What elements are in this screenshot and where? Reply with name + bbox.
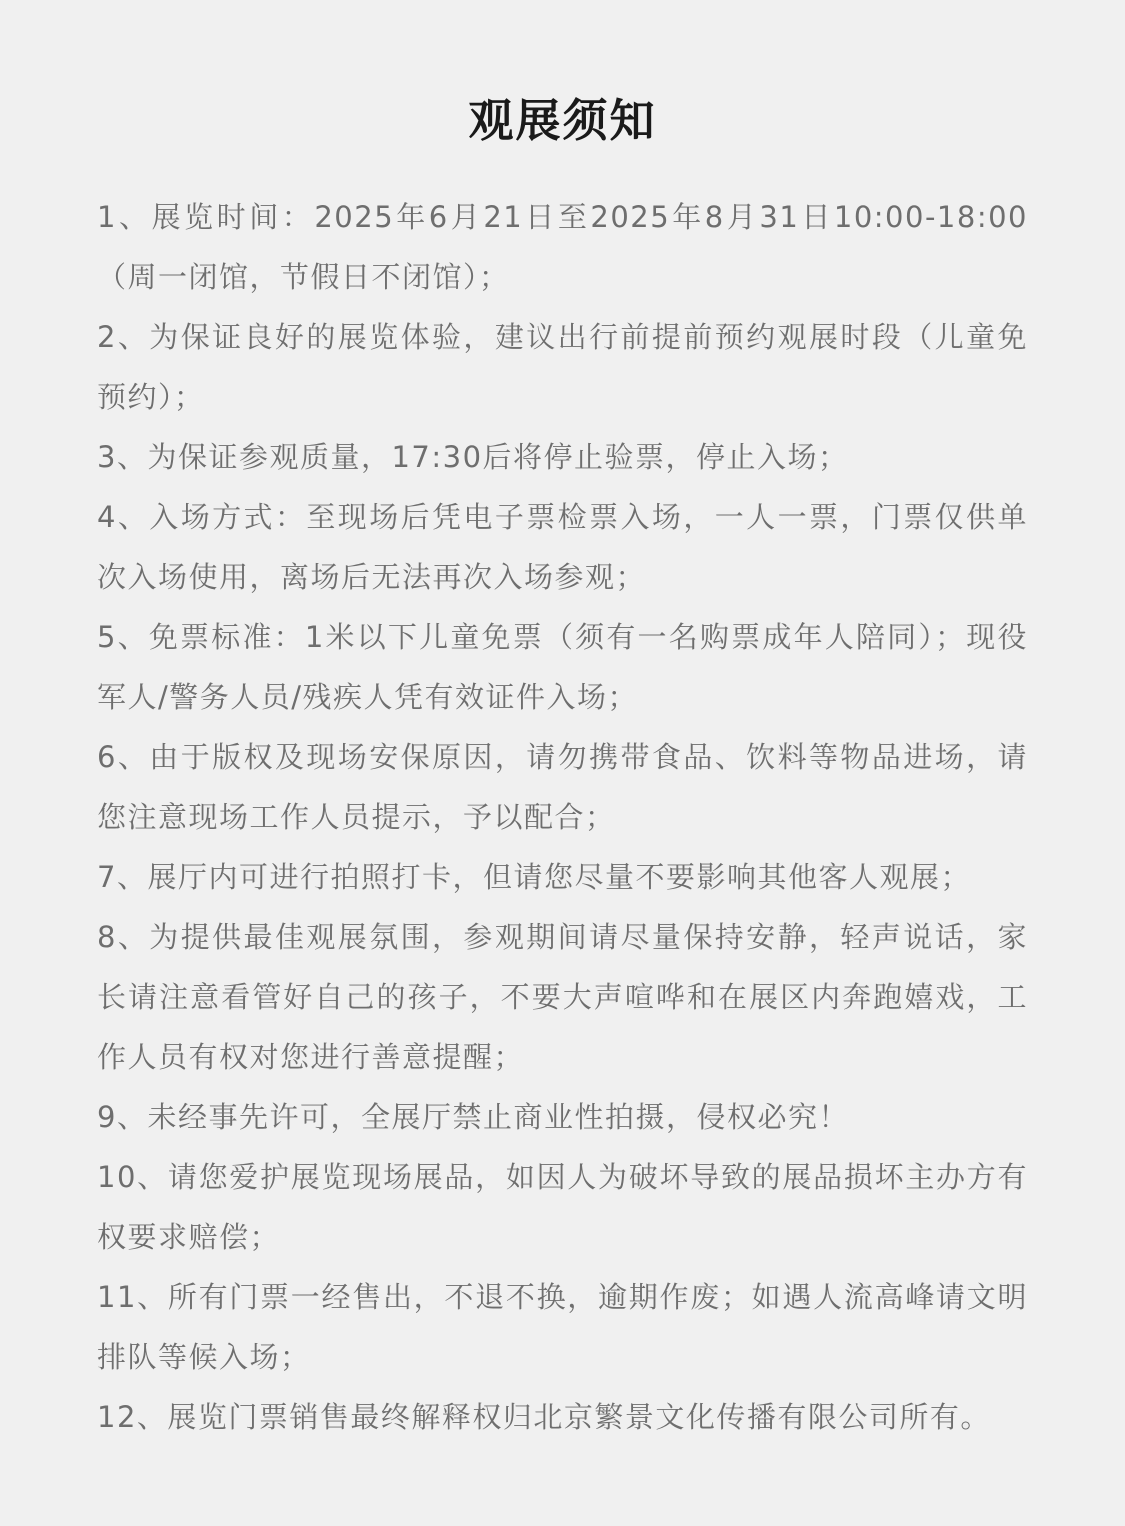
rule-item-9: 9、未经事先许可，全展厅禁止商业性拍摄，侵权必究！ (97, 1100, 849, 1134)
rule-item-1: 1、展览时间：2025年6月21日至2025年8月31日10:00-18:00（周一闭馆，节假日不闭馆）； (97, 200, 1028, 294)
page-title: 观展须知 (468, 94, 657, 147)
rule-item-11: 11、所有门票一经售出，不退不换，逾期作废；如遇人流高峰请文明排队等候入场； (97, 1280, 1028, 1374)
rule-item-5: 5、免票标准：1米以下儿童免票（须有一名购票成年人陪同）；现役军人/警务人员/残疾人凭有效证件入场； (97, 620, 1028, 714)
rule-item-2: 2、为保证良好的展览体验，建议出行前提前预约观展时段（儿童免预约）； (97, 320, 1028, 414)
rule-item-12: 12、展览门票销售最终解释权归北京繁景文化传播有限公司所有。 (97, 1400, 991, 1434)
rule-item-8: 8、为提供最佳观展氛围，参观期间请尽量保持安静，轻声说话，家长请注意看管好自己的孩子，不要大声喧哗和在展区内奔跑嬉戏，工作人员有权对您进行善意提醒； (97, 920, 1028, 1074)
rule-item-4: 4、入场方式：至现场后凭电子票检票入场，一人一票，门票仅供单次入场使用，离场后无法再次入场参观； (97, 500, 1028, 594)
rule-item-10: 10、请您爱护展览现场展品，如因人为破坏导致的展品损坏主办方有权要求赔偿； (97, 1160, 1028, 1254)
rule-item-7: 7、展厅内可进行拍照打卡，但请您尽量不要影响其他客人观展； (97, 860, 971, 894)
rules-list (97, 187, 1028, 1447)
rule-item-6: 6、由于版权及现场安保原因，请勿携带食品、饮料等物品进场，请您注意现场工作人员提示，予以配合； (97, 740, 1028, 834)
rule-item-3: 3、为保证参观质量，17:30后将停止验票，停止入场； (97, 440, 849, 474)
